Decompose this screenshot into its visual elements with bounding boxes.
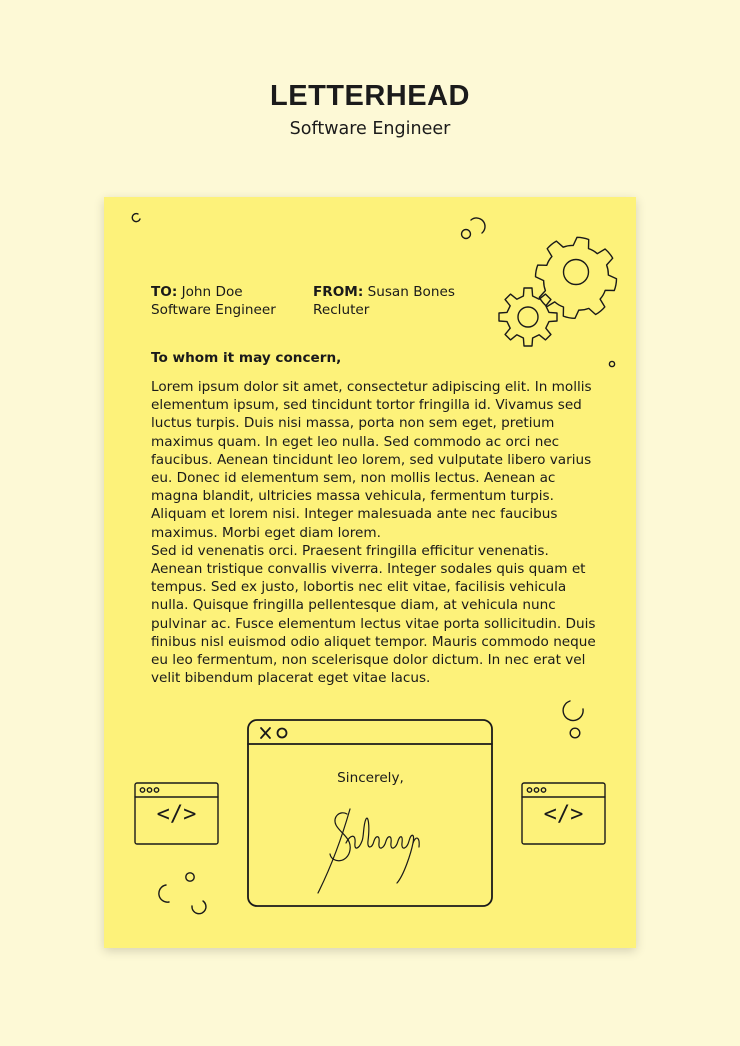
circle-decoration-icon — [186, 873, 194, 881]
arc-decoration-icon — [132, 214, 140, 222]
sender-block — [313, 283, 455, 319]
arc-decoration-icon — [471, 218, 485, 233]
arc-decoration-icon — [563, 701, 583, 721]
recipient-block — [151, 283, 276, 319]
salutation: To whom it may concern, — [151, 350, 342, 366]
circle-decoration-icon — [570, 728, 580, 738]
gear-icon — [499, 288, 557, 346]
sender-role: Recluter — [313, 302, 370, 318]
arc-decoration-icon — [192, 901, 206, 914]
signature — [318, 809, 419, 893]
circle-decoration-icon — [609, 361, 614, 366]
page-title: LETTERHEAD — [270, 80, 470, 112]
sender-name: Susan Bones — [367, 284, 455, 300]
recipient-role: Software Engineer — [151, 302, 276, 318]
arc-decoration-icon — [159, 885, 169, 902]
page-subtitle: Software Engineer — [289, 119, 451, 139]
from-label: FROM: — [313, 284, 364, 300]
letter-sheet — [104, 197, 636, 948]
gear-icon — [536, 237, 617, 318]
letter-body — [151, 378, 599, 687]
browser-window-icon — [248, 720, 492, 906]
code-icon: </> — [543, 802, 584, 827]
recipient-name: John Doe — [181, 284, 243, 300]
body-paragraph: Sed id venenatis orci. Praesent fringilla efficitur venenatis. Aenean tristique convallis viverra. Integer sodales quis quam et tempus. Sed ex justo, lobortis nec elit vitae, facilisis vehicula nulla. Quisque fringilla pellentesque diam, at vehicula nunc pulvinar ac. Fusce elementum lectus vitae porta sollicitudin. Duis finibus nisl euismod odio aliquet tempor. Mauris commodo neque eu leo fermentum, non scelerisque dolor dictum. In nec erat vel velit bibendum placerat eget vitae lacus. — [151, 542, 596, 687]
body-paragraph: Lorem ipsum dolor sit amet, consectetur adipiscing elit. In mollis elementum ipsum, sed tincidunt tortor fringilla id. Vivamus sed luctus turpis. Duis nisi massa, porta non sem eget, pretium maximus quam. In eget leo nulla. Sed commodo ac orci nec faucibus. Aenean tincidunt leo lorem, sed vulputate libero varius eu. Donec id elementum sem, non mollis lectus. Aenean ac magna blandit, ultricies massa vehicula, fermentum turpis. Aliquam et lorem nisi. Integer malesuada ante nec faucibus maximus. Morbi eget diam lorem. — [151, 379, 592, 541]
closing: Sincerely, — [337, 770, 404, 786]
to-label: TO: — [151, 284, 178, 300]
circle-decoration-icon — [462, 230, 471, 239]
code-icon: </> — [156, 802, 197, 827]
